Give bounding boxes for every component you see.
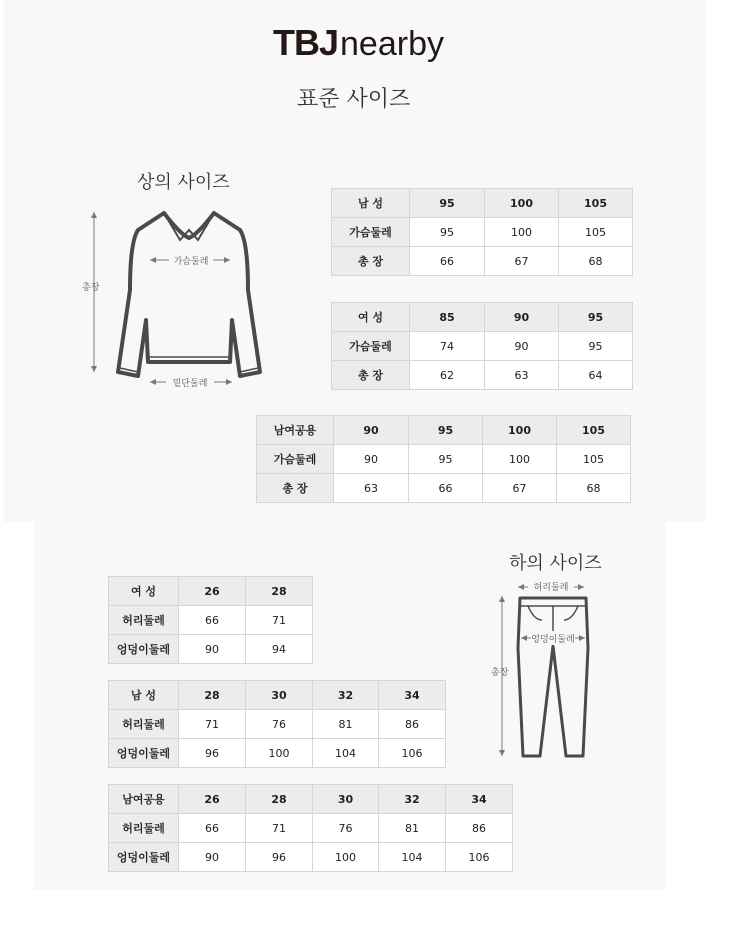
row-label-cell: 가슴둘레 (332, 332, 410, 361)
table-cell: 62 (410, 361, 485, 390)
table-cell: 95 (410, 189, 485, 218)
table-cell: 34 (379, 681, 446, 710)
table-cell: 95 (409, 445, 483, 474)
chest-label: 가슴둘레 (173, 257, 209, 267)
table-cell: 100 (485, 189, 559, 218)
table-cell: 여 성 (332, 303, 410, 332)
table-cell: 96 (246, 843, 313, 872)
table-cell: 100 (313, 843, 379, 872)
table-cell: 105 (559, 218, 633, 247)
table-cell: 81 (379, 814, 446, 843)
row-label-cell: 엉덩이둘레 (109, 843, 179, 872)
table-header-row (109, 577, 313, 606)
women-bottom-table (108, 576, 313, 664)
bottom-size-title: 하의 사이즈 (509, 553, 602, 574)
table-cell: 90 (485, 332, 559, 361)
table-cell: 67 (485, 247, 559, 276)
table-row (109, 710, 446, 739)
table-cell: 100 (483, 445, 557, 474)
table-cell: 86 (379, 710, 446, 739)
table-cell: 105 (557, 445, 631, 474)
sweater-icon (118, 213, 260, 376)
table-cell: 30 (313, 785, 379, 814)
table-cell: 104 (313, 739, 379, 768)
table-row (332, 361, 633, 390)
table-cell: 남여공용 (109, 785, 179, 814)
table-cell: 68 (559, 247, 633, 276)
table-cell: 66 (410, 247, 485, 276)
row-label-cell: 총 장 (257, 474, 334, 503)
table-cell: 96 (179, 739, 246, 768)
table-cell: 남여공용 (257, 416, 334, 445)
table-cell: 95 (559, 303, 633, 332)
table-cell: 90 (485, 303, 559, 332)
table-cell: 71 (179, 710, 246, 739)
table-row (332, 332, 633, 361)
row-label-cell: 허리둘레 (109, 814, 179, 843)
pants-diagram (488, 578, 598, 763)
table-cell: 66 (409, 474, 483, 503)
table-row (257, 474, 631, 503)
table-cell: 90 (179, 635, 246, 664)
table-cell: 26 (179, 577, 246, 606)
table-cell: 104 (379, 843, 446, 872)
table-cell: 90 (179, 843, 246, 872)
table-cell: 100 (246, 739, 313, 768)
row-label-cell: 가슴둘레 (332, 218, 410, 247)
table-cell: 94 (246, 635, 313, 664)
table-cell: 71 (246, 814, 313, 843)
table-cell: 105 (557, 416, 631, 445)
table-cell: 71 (246, 606, 313, 635)
table-cell: 90 (334, 416, 409, 445)
table-header-row (257, 416, 631, 445)
sweater-diagram (80, 200, 270, 400)
table-cell: 106 (379, 739, 446, 768)
unisex-top-table (256, 415, 631, 503)
table-cell: 100 (483, 416, 557, 445)
table-cell: 90 (334, 445, 409, 474)
table-cell: 28 (246, 785, 313, 814)
row-label-cell: 허리둘레 (109, 710, 179, 739)
table-cell: 34 (446, 785, 513, 814)
table-cell: 76 (313, 814, 379, 843)
table-cell: 106 (446, 843, 513, 872)
row-label-cell: 엉덩이둘레 (109, 739, 179, 768)
table-cell: 68 (557, 474, 631, 503)
table-cell: 64 (559, 361, 633, 390)
table-cell: 63 (485, 361, 559, 390)
table-cell: 95 (410, 218, 485, 247)
table-cell: 81 (313, 710, 379, 739)
table-cell: 67 (483, 474, 557, 503)
table-cell: 95 (559, 332, 633, 361)
table-cell: 28 (246, 577, 313, 606)
pants-length-label: 총장 (491, 668, 509, 678)
table-header-row (332, 189, 633, 218)
brand-sub: nearby (340, 25, 444, 63)
table-cell: 26 (179, 785, 246, 814)
table-row (109, 739, 446, 768)
table-cell: 95 (409, 416, 483, 445)
table-cell: 여 성 (109, 577, 179, 606)
table-row (109, 843, 513, 872)
table-cell: 28 (179, 681, 246, 710)
table-row (332, 247, 633, 276)
table-cell: 66 (179, 814, 246, 843)
women-top-table (331, 302, 633, 390)
table-cell: 86 (446, 814, 513, 843)
table-cell: 63 (334, 474, 409, 503)
top-size-title: 상의 사이즈 (137, 172, 230, 193)
table-cell: 32 (313, 681, 379, 710)
table-cell: 105 (559, 189, 633, 218)
row-label-cell: 가슴둘레 (257, 445, 334, 474)
table-cell: 74 (410, 332, 485, 361)
table-cell: 66 (179, 606, 246, 635)
table-cell: 남 성 (332, 189, 410, 218)
hip-label: 엉덩이둘레 (531, 635, 575, 645)
row-label-cell: 총 장 (332, 361, 410, 390)
table-header-row (109, 785, 513, 814)
table-cell: 남 성 (109, 681, 179, 710)
table-cell: 100 (485, 218, 559, 247)
table-cell: 32 (379, 785, 446, 814)
table-row (257, 445, 631, 474)
table-row (109, 606, 313, 635)
row-label-cell: 총 장 (332, 247, 410, 276)
brand-main: TBJ (273, 22, 339, 63)
table-cell: 85 (410, 303, 485, 332)
table-row (109, 814, 513, 843)
men-top-table (331, 188, 633, 276)
brand-logo (273, 22, 453, 72)
table-row (332, 218, 633, 247)
row-label-cell: 허리둘레 (109, 606, 179, 635)
waist-label: 허리둘레 (533, 583, 569, 593)
page-title: 표준 사이즈 (297, 87, 411, 112)
table-cell: 30 (246, 681, 313, 710)
table-header-row (332, 303, 633, 332)
hem-label: 밑단둘레 (172, 379, 208, 389)
table-row (109, 635, 313, 664)
row-label-cell: 엉덩이둘레 (109, 635, 179, 664)
table-cell: 76 (246, 710, 313, 739)
table-header-row (109, 681, 446, 710)
men-bottom-table (108, 680, 446, 768)
unisex-bottom-table (108, 784, 513, 872)
length-label: 총장 (82, 283, 100, 293)
